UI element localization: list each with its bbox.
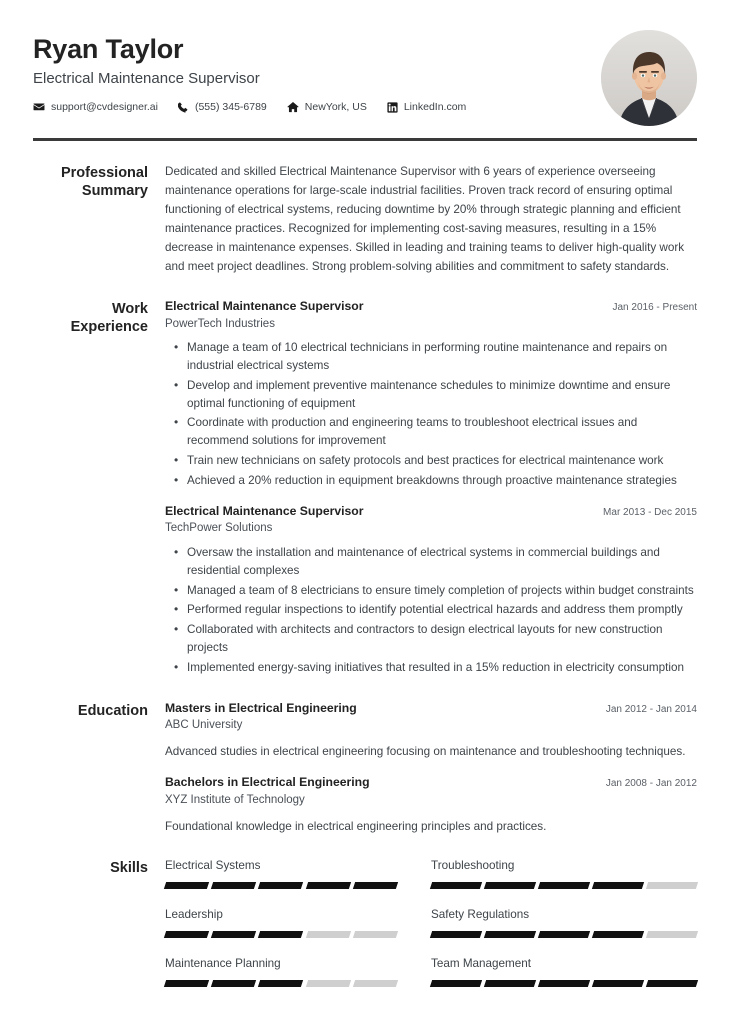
contact-item-email[interactable] <box>33 101 158 113</box>
skill-rating-bar <box>431 882 697 889</box>
skill-rating-segment <box>592 980 644 987</box>
skill-rating-segment <box>164 980 209 987</box>
list-item: • Collaborated with architects and contractors to design electrical layouts for new construction projects <box>165 621 697 657</box>
entry-organization: TechPower Solutions <box>165 522 273 535</box>
resume-header <box>0 0 730 126</box>
skill-rating-segment <box>305 882 350 889</box>
skill-name: Troubleshooting <box>431 858 515 872</box>
skill-rating-segment <box>484 931 536 938</box>
entry-organization: XYZ Institute of Technology <box>165 794 305 807</box>
list-item: • Oversaw the installation and maintenance of electrical systems in commercial buildings and residential complexes <box>165 544 697 580</box>
contact-text: (555) 345-6789 <box>194 101 267 114</box>
section-label-summary: Professional Summary <box>60 165 148 200</box>
skill-rating-segment <box>592 931 644 938</box>
entry-date: Jan 2008 - Jan 2012 <box>605 778 697 790</box>
entry-date: Jan 2016 - Present <box>612 301 697 313</box>
entry-head <box>165 504 697 520</box>
education-entry <box>165 701 697 762</box>
list-item: • Train new technicians on safety protocols and best practices for electrical maintenance work <box>165 452 697 470</box>
linkedin-icon <box>387 102 398 113</box>
skill-item <box>431 956 697 987</box>
list-item: • Coordinate with production and engineering teams to troubleshoot electrical issues and recommend solutions for improvement <box>165 414 697 450</box>
contact-text: support@cvdesigner.ai <box>51 101 158 114</box>
section-label-experience: Work Experience <box>70 300 148 335</box>
section-label-education: Education <box>77 702 148 719</box>
summary-body <box>165 163 697 277</box>
skill-rating-segment <box>305 980 350 987</box>
skill-rating-segment <box>164 931 209 938</box>
section-label-skills: Skills <box>110 859 148 876</box>
contact-item-phone[interactable] <box>178 101 267 113</box>
skill-rating-segment <box>538 882 590 889</box>
contact-row <box>33 101 587 113</box>
skill-name: Maintenance Planning <box>165 957 281 971</box>
entry-head <box>165 775 697 791</box>
skill-rating-bar <box>165 980 397 987</box>
skill-rating-segment <box>211 882 256 889</box>
education-body <box>165 701 697 836</box>
skill-item <box>431 907 697 938</box>
list-item: • Managed a team of 8 electricians to ensure timely completion of projects within budget constraints <box>165 582 697 600</box>
entry-bullet-list <box>165 339 697 489</box>
entry-title: Bachelors in Electrical Engineering <box>165 775 370 790</box>
phone-icon <box>178 102 189 113</box>
section-skills <box>0 858 730 1006</box>
skill-name: Electrical Systems <box>165 858 261 872</box>
skill-rating-segment <box>592 882 644 889</box>
experience-entry <box>165 504 697 677</box>
skill-name: Leadership <box>165 908 223 922</box>
list-item: • Achieved a 20% reduction in equipment breakdowns through proactive maintenance strategies <box>165 472 697 490</box>
entry-description: Advanced studies in electrical engineering focusing on maintenance and troubleshooting techniques. <box>165 745 686 759</box>
skill-rating-segment <box>646 882 698 889</box>
entry-title: Masters in Electrical Engineering <box>165 700 357 715</box>
email-icon <box>33 101 45 113</box>
entry-title: Electrical Maintenance Supervisor <box>165 298 364 313</box>
education-entry <box>165 775 697 836</box>
entry-organization: PowerTech Industries <box>165 317 275 330</box>
skill-item <box>165 907 431 938</box>
entry-title: Electrical Maintenance Supervisor <box>165 503 364 518</box>
header-text-block <box>33 28 587 113</box>
page-title: Ryan Taylor <box>33 34 184 64</box>
skill-rating-segment <box>430 882 482 889</box>
contact-item-linkedin[interactable] <box>387 101 466 113</box>
skill-name: Team Management <box>431 957 532 971</box>
skill-rating-segment <box>258 980 303 987</box>
skill-rating-bar <box>431 980 697 987</box>
skill-item <box>165 858 431 889</box>
skill-item <box>165 956 431 987</box>
experience-entry <box>165 299 697 490</box>
skill-rating-segment <box>484 882 536 889</box>
experience-body <box>165 299 697 679</box>
entry-date: Jan 2012 - Jan 2014 <box>605 703 697 715</box>
list-item: • Manage a team of 10 electrical technicians in performing routine maintenance and repairs on industrial electrical systems <box>165 339 697 375</box>
skill-rating-segment <box>353 931 398 938</box>
contact-text: NewYork, US <box>304 101 367 114</box>
header-divider <box>33 138 697 141</box>
skill-rating-segment <box>353 980 398 987</box>
skill-rating-segment <box>538 931 590 938</box>
skill-rating-segment <box>430 980 482 987</box>
entry-bullet-list <box>165 544 697 676</box>
list-item: • Performed regular inspections to identify potential electrical hazards and address them promptly <box>165 601 697 619</box>
profile-photo-illustration <box>601 30 697 126</box>
section-professional-summary <box>0 163 730 277</box>
skill-rating-bar <box>165 931 397 938</box>
entry-date: Mar 2013 - Dec 2015 <box>603 506 697 518</box>
skill-rating-segment <box>538 980 590 987</box>
skill-rating-segment <box>484 980 536 987</box>
skill-rating-segment <box>258 882 303 889</box>
entry-description: Foundational knowledge in electrical engineering principles and practices. <box>165 819 547 833</box>
entry-head <box>165 299 697 315</box>
skill-rating-segment <box>164 882 209 889</box>
list-item: • Implemented energy-saving initiatives that resulted in a 15% reduction in electricity consumption <box>165 659 697 677</box>
skill-rating-segment <box>646 980 698 987</box>
skills-body <box>165 858 697 1006</box>
skill-rating-segment <box>646 931 698 938</box>
contact-text: LinkedIn.com <box>403 101 467 114</box>
job-title: Electrical Maintenance Supervisor <box>33 70 260 88</box>
skill-rating-segment <box>211 931 256 938</box>
skill-item <box>431 858 697 889</box>
skill-rating-segment <box>353 882 398 889</box>
entry-organization: ABC University <box>165 719 243 732</box>
skill-rating-segment <box>305 931 350 938</box>
profile-photo <box>601 30 697 126</box>
contact-item-home[interactable] <box>287 101 367 113</box>
list-item: • Develop and implement preventive maintenance schedules to minimize downtime and ensure optimal functioning of equipment <box>165 377 697 413</box>
skill-rating-segment <box>258 931 303 938</box>
skill-name: Safety Regulations <box>431 908 530 922</box>
section-work-experience <box>0 299 730 679</box>
avatar <box>601 30 697 126</box>
skill-rating-segment <box>211 980 256 987</box>
skills-grid <box>165 858 697 1006</box>
skill-rating-segment <box>430 931 482 938</box>
summary-text: Dedicated and skilled Electrical Maintenance Supervisor with 6 years of experience overseeing maintenance operations for large-scale industrial facilities. Proven track record of ensuring optimal functioning of electrical systems, reducing downtime by 20% through strategic planning and efficient maintenance practices. Recognized for implementing cost-saving measures, resulting in a 15% decrease in maintenance expenses. Skilled in leading and training teams to deliver high-quality work and meet project deadlines. Strong problem-solving abilities and commitment to safety standards. <box>165 165 685 273</box>
entry-head <box>165 701 697 717</box>
skill-rating-bar <box>165 882 397 889</box>
section-education <box>0 701 730 836</box>
home-icon <box>287 101 299 113</box>
skill-rating-bar <box>431 931 697 938</box>
